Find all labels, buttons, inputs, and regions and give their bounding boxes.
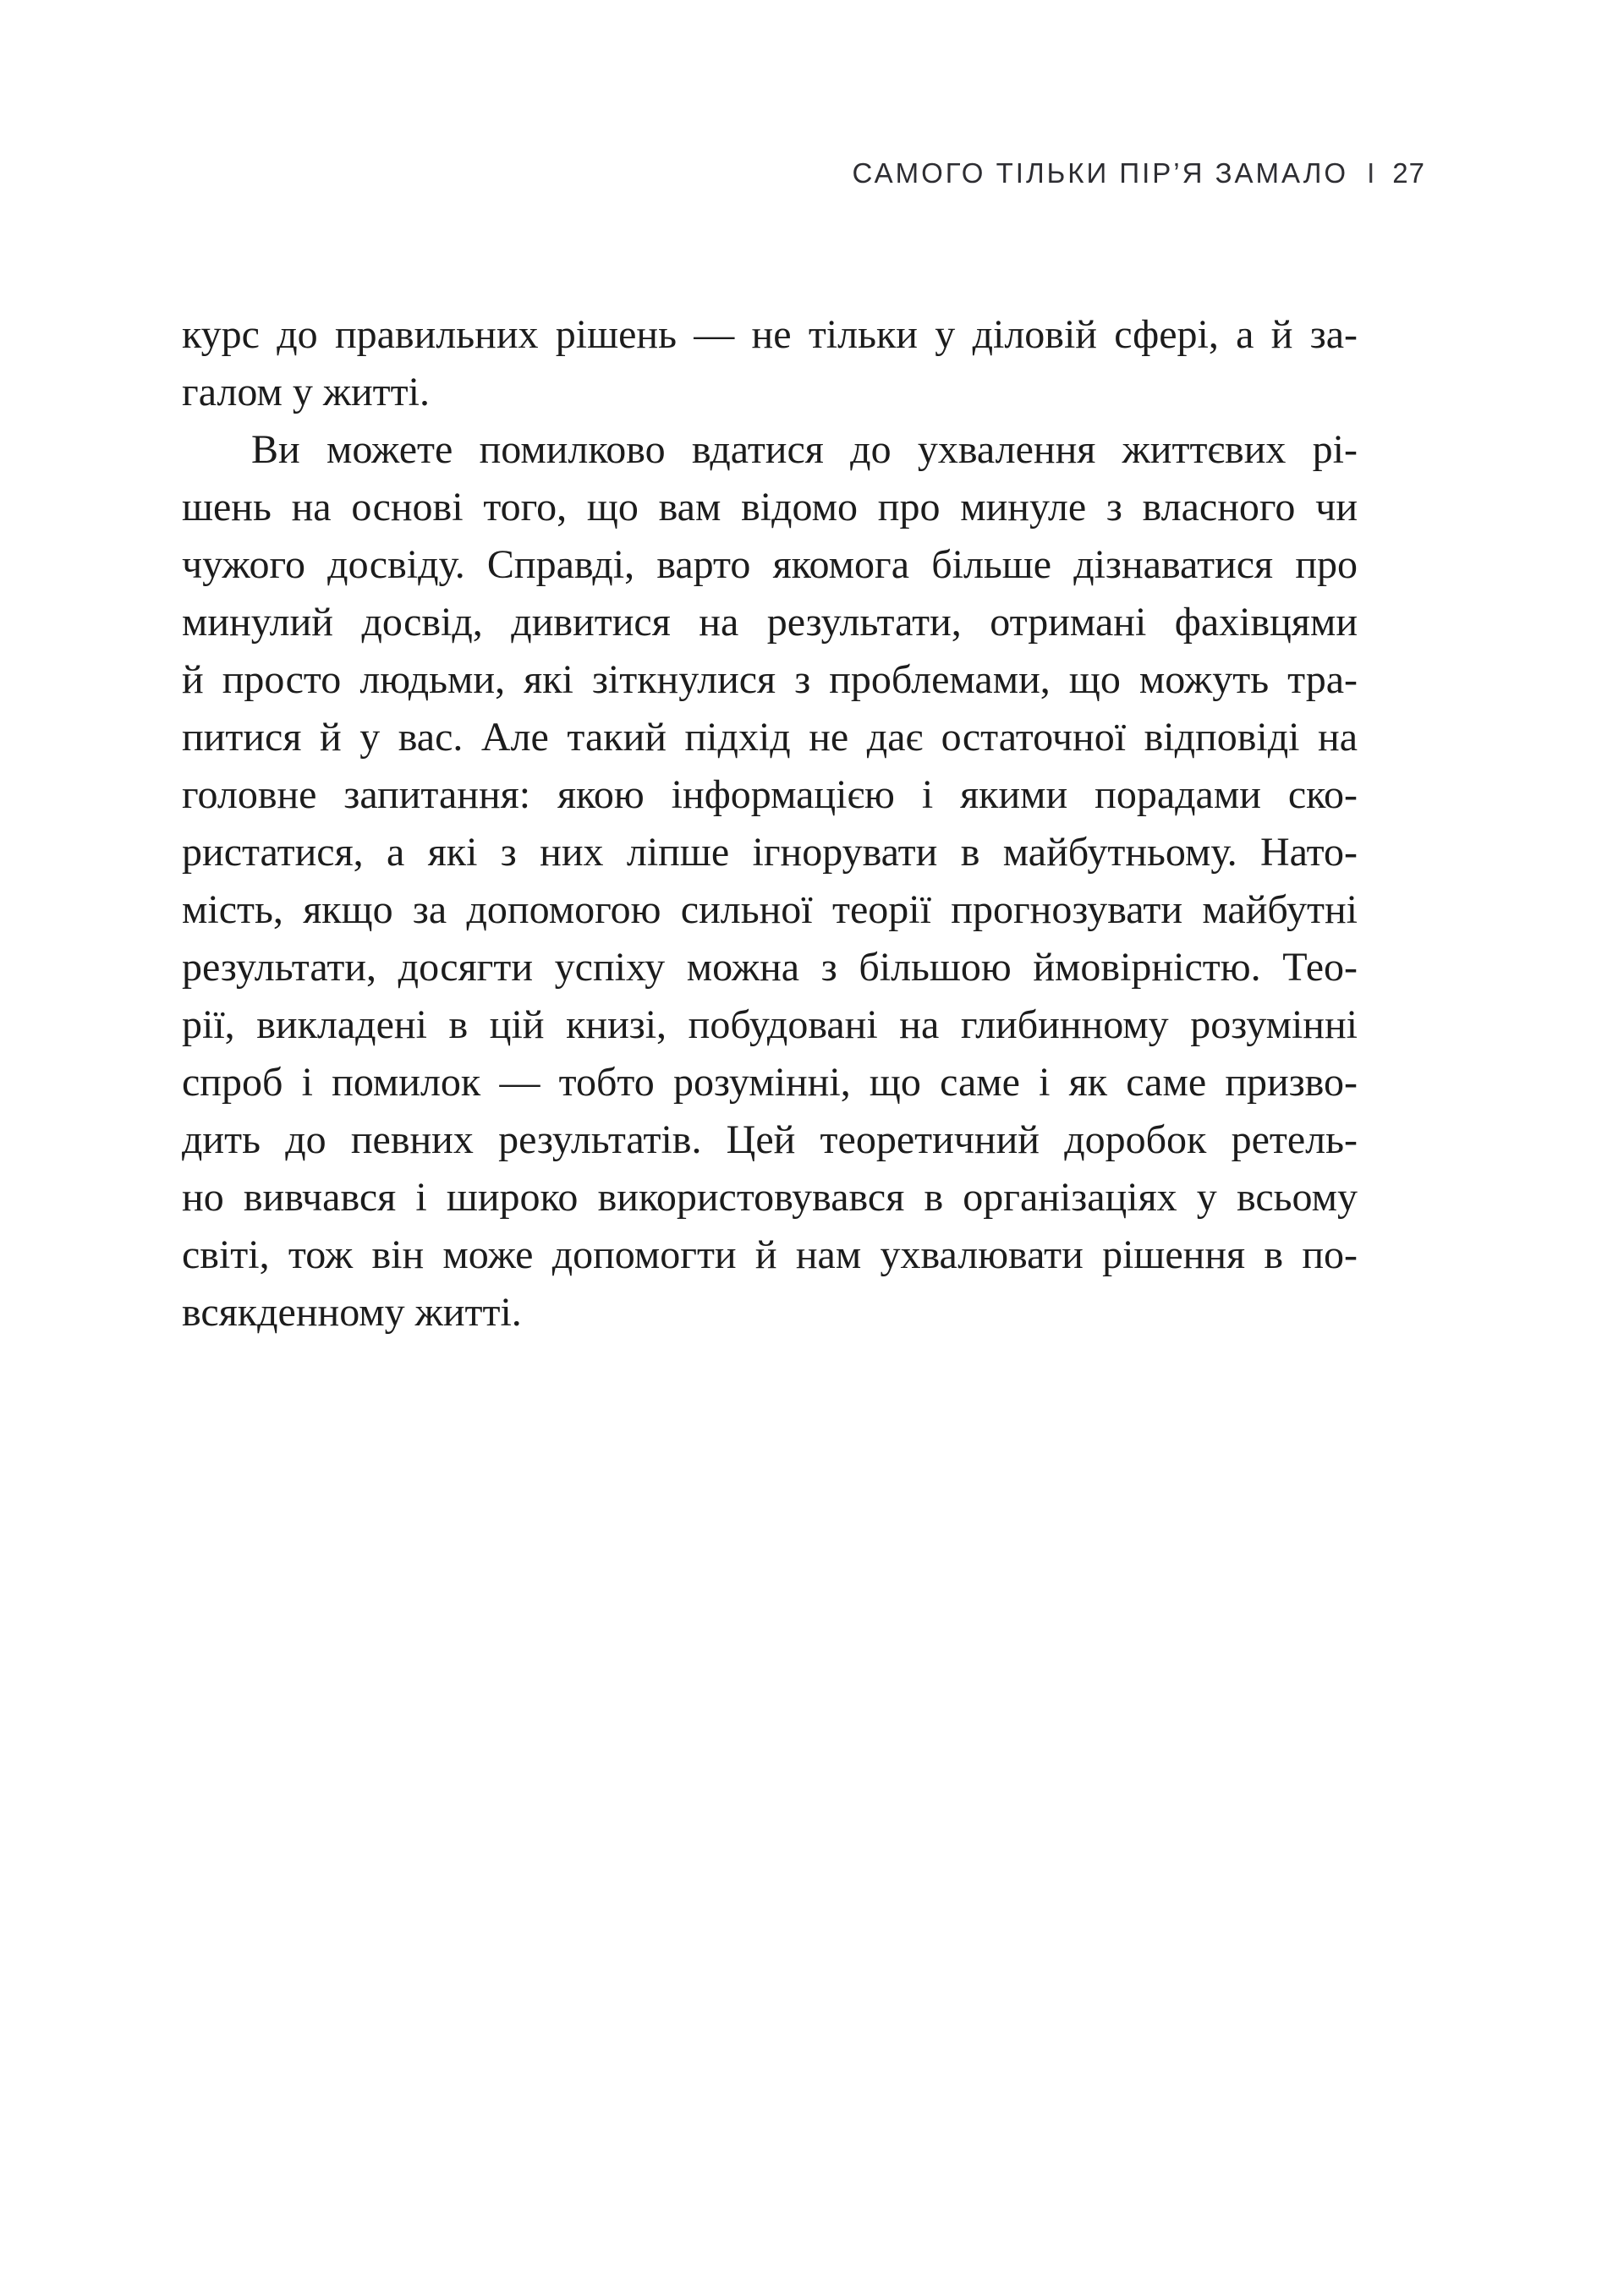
page-number: 27: [1392, 157, 1425, 189]
text-block: [182, 306, 1358, 1342]
running-head: [0, 157, 1425, 198]
text-line: світі, тож він може допомогти й нам ухвалювати рішення в по-: [182, 1232, 1358, 1277]
text-line: Ви можете помилково вдатися до ухвалення життєвих рі-: [251, 427, 1358, 472]
running-head-title: САМОГО ТІЛЬКИ ПІР’Я ЗАМАЛО: [852, 157, 1349, 189]
text-line: рії, викладені в цій книзі, побудовані на глибинному розумінні: [182, 1002, 1358, 1047]
text-line: результати, досягти успіху можна з більшою ймовірністю. Тео-: [182, 945, 1358, 990]
paragraph: [182, 306, 1358, 421]
text-line: чужого досвіду. Справді, варто якомога більше дізнаватися про: [182, 542, 1358, 587]
text-line: шень на основі того, що вам відомо про минуле з власного чи: [182, 485, 1358, 529]
text-line: питися й у вас. Але такий підхід не дає остаточної відповіді на: [182, 715, 1358, 760]
text-line: головне запитання: якою інформацією і якими порадами ско-: [182, 772, 1358, 817]
text-line: минулий досвід, дивитися на результати, отримані фахівцями: [182, 600, 1358, 645]
text-line: ристатися, а які з них ліпше ігнорувати в майбутньому. Нато-: [182, 830, 1358, 875]
text-line: курс до правильних рішень — не тільки у діловій сфері, а й за-: [182, 312, 1358, 357]
text-line: й просто людьми, які зіткнулися з проблемами, що можуть тра-: [182, 657, 1358, 702]
paragraph: [182, 421, 1358, 1342]
text-line: всякденному житті.: [182, 1290, 522, 1335]
text-line: мість, якщо за допомогою сильної теорії прогнозувати майбутні: [182, 887, 1358, 932]
text-line: но вивчався і широко використовувався в організаціях у всьому: [182, 1175, 1358, 1220]
text-line: спроб і помилок — тобто розумінні, що саме і як саме призво-: [182, 1060, 1358, 1105]
text-line: галом у житті.: [182, 370, 430, 414]
text-line: дить до певних результатів. Цей теоретичний доробок ретель-: [182, 1117, 1358, 1162]
running-head-separator: І: [1367, 157, 1378, 189]
